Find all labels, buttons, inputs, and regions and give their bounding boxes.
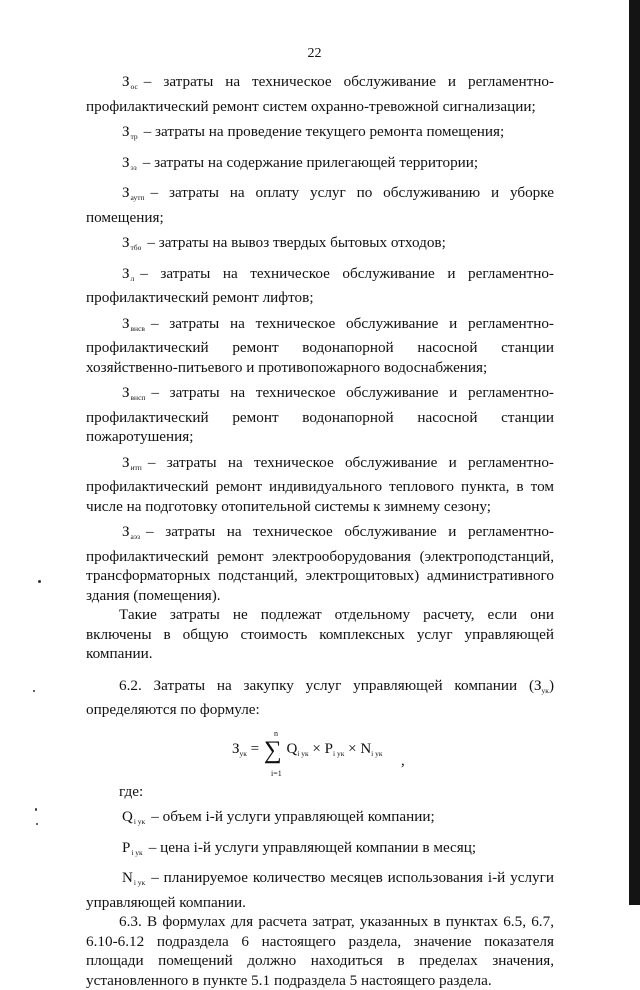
variable-symbol: $Q_{i ук}$ bbox=[122, 809, 146, 826]
list-item-cost-waste: $З_{тбо}$ – затраты на вывоз твердых бытовых отходов; bbox=[86, 233, 554, 258]
formula-expression: $З_{ук}$ = ∑ $Q_{i ук} \times P_{i ук} \times N_{i ук}$ bbox=[232, 736, 383, 764]
scan-speck bbox=[36, 823, 38, 825]
cost-symbol: $З_{ос}$ bbox=[122, 74, 138, 91]
note-paragraph: Такие затраты не подлежат отдельному расчету, если они включены в общую стоимость комплексных услуг управляющей компании. bbox=[86, 606, 554, 662]
list-item-cost-current-repair: $З_{тр}$ – затраты на проведение текущего ремонта помещения; bbox=[86, 122, 554, 147]
cost-symbol: $З_{ук}$ bbox=[534, 677, 549, 695]
variable-symbol: $N_{i ук}$ bbox=[122, 870, 146, 887]
scan-speck bbox=[38, 580, 41, 583]
cost-symbol: $З_{эз}$ bbox=[122, 154, 137, 172]
cost-symbol: $З_{тбо}$ bbox=[122, 235, 142, 252]
cost-symbol: $З_{аэз}$ bbox=[122, 524, 141, 541]
cost-symbol: $З_{внсп}$ bbox=[122, 385, 146, 402]
definition-months: $N_{i ук}$ – планируемое количество месяцев использования i-й услуги управляющей компании. bbox=[86, 869, 554, 911]
formula-management-services bbox=[86, 720, 554, 780]
cost-symbol: $З_{итп}$ bbox=[122, 454, 142, 472]
where-label: где: bbox=[119, 782, 144, 800]
cost-symbol: $З_л$ bbox=[122, 265, 135, 283]
sum-lower-limit: i=1 bbox=[271, 768, 282, 778]
definition-quantity: $Q_{i ук}$ – объем i-й услуги управляющей компании; bbox=[86, 807, 554, 832]
cost-symbol: $З_{тр}$ bbox=[122, 124, 138, 141]
list-item-cost-territory: $З_{эз}$ – затраты на содержание прилегающей территории; bbox=[86, 153, 554, 178]
sigma-symbol: ∑ bbox=[263, 736, 282, 764]
list-item-cost-heat-point: $З_{итп}$ – затраты на техническое обслуживание и регламентно-профилактический ремонт индивидуального теплового пункта, в том числе на подготовку отопительной системы к зимнему сезону; bbox=[86, 453, 554, 515]
document-body bbox=[86, 72, 554, 990]
scan-speck bbox=[33, 690, 35, 692]
variable-symbol: $P_{i ук}$ bbox=[122, 839, 143, 857]
list-item-cost-electrical: $З_{аэз}$ – затраты на техническое обслуживание и регламентно-профилактический ремонт электрооборудования (электроподстанций, трансформаторных подстанций, электрощитовых) административного здания (помещения). bbox=[86, 523, 554, 604]
paragraph-6-2: 6.2. Затраты на закупку услуг управляющей компании $(З_{ук})$ определяются по формуле: bbox=[86, 676, 554, 718]
scan-edge-bar bbox=[629, 0, 640, 905]
cost-symbol: $З_{аутп}$ bbox=[122, 185, 145, 202]
list-item-cost-elevators: $З_л$ – затраты на техническое обслуживание и регламентно-профилактический ремонт лифтов; bbox=[86, 264, 554, 306]
formula-comma: , bbox=[401, 752, 405, 769]
paragraph-6-3: 6.3. В формулах для расчета затрат, указанных в пунктах 6.5, 6.7, 6.10-6.12 подраздела 6 настоящего раздела, значение показателя площади помещений должно находиться в пределах значения, установленного в пункте 5.1 подраздела 5 настоящего раздела. bbox=[86, 913, 554, 989]
list-item-cost-water-pump-fire: $З_{внсп}$ – затраты на техническое обслуживание и регламентно-профилактический ремонт водонапорной насосной станции пожаротушения; bbox=[86, 384, 554, 445]
cost-symbol: $З_{внсв}$ bbox=[122, 315, 145, 333]
list-item-cost-security-alarm: $З_{ос}$ – затраты на техническое обслуживание и регламентно-профилактический ремонт систем охранно-тревожной сигнализации; bbox=[86, 73, 554, 115]
sum-upper-limit: n bbox=[274, 728, 278, 738]
list-item-cost-water-pump-supply: $З_{внсв}$ – затраты на техническое обслуживание и регламентно-профилактический ремонт водонапорной насосной станции хозяйственно-питьевого и противопожарного водоснабжения; bbox=[86, 314, 554, 376]
scan-speck bbox=[35, 808, 37, 811]
definition-price: $P_{i ук}$ – цена i-й услуги управляющей компании в месяц; bbox=[86, 838, 554, 863]
page-number: 22 bbox=[307, 46, 322, 61]
list-item-cost-cleaning: $З_{аутп}$ – затраты на оплату услуг по обслуживанию и уборке помещения; bbox=[86, 184, 554, 226]
